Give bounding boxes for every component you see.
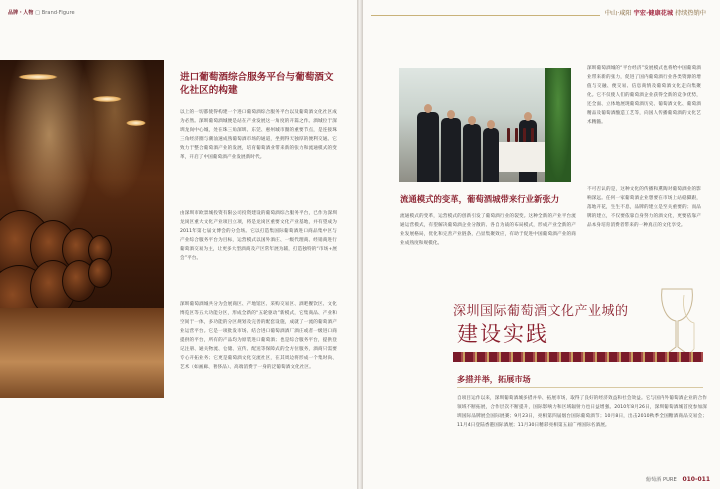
left-paragraph-3: 深圳葡萄酒城共分为会展商区、产地馆区、采购交易区、酒吧餐饮区、文化博览区等五大功能分区，形成全新的“五轮驱动”新模式，它集商品、产业和空间于一体，多功能的分区规划及完善的配套设施，成就了一流的葡萄酒产业运营平台。它是一项批发市场、结合进口葡萄酒酒厂酒庄或者一级进口商提供的平台，所有的产品均为原装进口葡萄酒；也是综合服务平台，提供登记注册、通关物流、仓储、宣传、配送等保障式的全方位服务，酒商只需要专心开拓业务；它更是葡萄酒文化交流社区，在其周边将形成一个集时尚、艺术（如画廊、奢侈品）、高端消费于一身的泛葡萄酒文化社区。 bbox=[180, 302, 337, 370]
mid-section-title: 流通模式的变革，葡萄酒城带来行业新张力 bbox=[400, 194, 560, 204]
running-head-right: 中山·咸阳 宇宏·健康花城 持续热销中 bbox=[363, 8, 720, 24]
sub-section-title: 多措并举，拓展市场 bbox=[457, 374, 531, 384]
wine-tasting-event-photo bbox=[399, 68, 571, 182]
footer-brand: 葡萄酒 PURE bbox=[645, 477, 677, 483]
decorative-band bbox=[453, 352, 703, 362]
running-head-left: 品牌・人物 □ Brand·Figure bbox=[8, 10, 75, 16]
left-paragraph-2: 由深圳市欧景城投资有限公司投资建设的葡萄酒综合服务平台，已作为深圳龙岗区重大文化产业项目立项，将是龙岗区重要文化产业基地，并有望成为2011年第七届文博会的分会场。它以打造集国际葡萄酒进口商品集中区与产业综合服务平台为目标，运营模式以国外酒庄、一级代理商、经销商进行葡萄酒交易为主，让更多大型酒商及产区常年展为辅，打造独特的“市场+展会”平台。 bbox=[180, 211, 337, 261]
left-paragraph-1: 以上的一切都使得构建一个进口葡萄酒综合服务平台以及葡萄酒文化社区成为必然。深圳葡萄酒城便是站在产业发展这一角度的开篇之作。酒城位于深圳龙岗中心城，处在珠三角深圳、东莞、惠州城市圈的重要节点，是连接珠三角经济圈与潮汕速成熟葡萄酒市场的通道，坐拥得天独厚的便利交通。它致力于整合葡萄酒产业的发展，培育葡萄酒业带来新的张力和流通模式的变革，开启了中国葡萄酒产业发展新时代。 bbox=[180, 110, 337, 160]
page-footer bbox=[646, 476, 710, 483]
section-title-left: 进口葡萄酒综合服务平台与葡萄酒文化社区的构建 bbox=[180, 72, 334, 96]
right-column-paragraph-1: 深圳葡萄酒城的“平台经济”发展模式也将给中国葡萄酒业带来新的张力，促进了国内葡萄酒行业各类资源的增值与交融、便交易、信息商情及葡萄酒文化走向集聚化。它不仅使人们的葡萄酒企业获得全新的竞争优势，还全面、立体地展现葡萄酒历史、葡萄酒文化、葡萄酒精品及葡萄酒酿造工艺等，向国人传播葡萄酒的文化艺术精髓。 bbox=[587, 66, 701, 125]
wine-glass-icon bbox=[656, 285, 702, 361]
right-page bbox=[363, 0, 720, 489]
left-page bbox=[0, 0, 357, 489]
headline-line-1: 深圳国际葡萄酒文化产业城的 bbox=[453, 304, 629, 319]
sub-section-rule bbox=[457, 387, 703, 388]
mid-section-paragraph: 流通模式的变革，运营模式的创新引发了葡萄酒行业的裂变。这种全新的产业平台流通运营模式，有望解决葡萄酒企业分散的、各自为战的布局模式，形成产业全新的产业发展格局，优化和完善产业链条，凸显集聚效应，有助于促进中国葡萄酒产业的商业成熟度和规模化。 bbox=[400, 214, 576, 246]
headline-line-2: 建设实践 bbox=[457, 322, 549, 346]
bottom-paragraph: 自项目运作以来，深圳葡萄酒城多措并举、拓展市场，取得了良好的经济效益和社会效益。它与国内外葡萄酒企业的合作领域不断拓展，合作层次不断提升，国际影响力和区域辐射力也日益增强。2010年8月26日，深圳葡萄酒城首度参加深圳国际品牌展会国际展赛；9月23日，亮相第四届烟台国际葡萄酒节；10月8日，出击2010秋季全国糖酒商品交易会；11月4日登陆香港国际酒展；11月30日精彩亮相第五届广州国际名酒展。 bbox=[457, 396, 707, 428]
right-column-paragraph-2: 不可否认的是，这种文化的传播和熏陶对葡萄酒业的影响深远。任何一家葡萄酒企业想要在市场上站稳脚跟，落地开花，生生不息，品牌的建立是至关重要的；而品牌的建立，不仅要依靠自身努力的酒文化，更要依靠产品本身培育消费者带来的一种真正的文化享受。 bbox=[587, 187, 701, 228]
page-number: 010-011 bbox=[682, 476, 710, 483]
wine-cellar-photo bbox=[0, 60, 164, 398]
